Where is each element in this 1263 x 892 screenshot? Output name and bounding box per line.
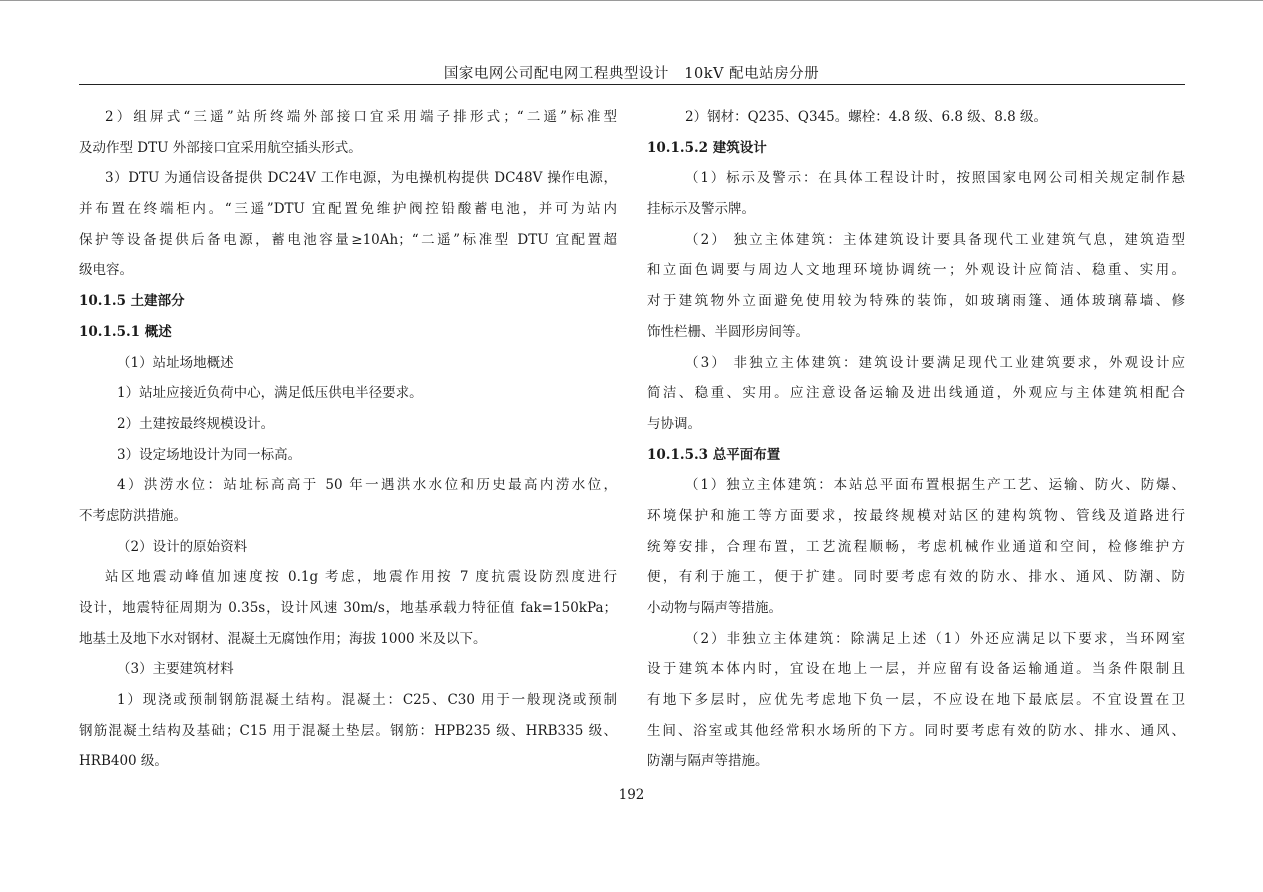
text-line: 并布置在终端柜内。“三遥”DTU 宜配置免维护阀控铅酸蓄电池，并可为站内 <box>79 201 617 218</box>
text-line: 设于建筑本体内时，宜设在地上一层，并应留有设备运输通道。当条件限制且 <box>647 661 1185 678</box>
text-line: 简洁、稳重、实用。应注意设备运输及进出线通道，外观应与主体建筑相配合 <box>647 385 1185 402</box>
header-rule <box>79 84 1185 85</box>
section-heading: 10.1.5.1 概述 <box>79 323 172 340</box>
text-line: （3）主要建筑材料 <box>117 661 234 678</box>
text-line: （2）设计的原始资料 <box>117 538 248 555</box>
text-line: 4）洪涝水位：站址标高高于 50 年一遇洪水水位和历史最高内涝水位， <box>117 477 617 494</box>
text-line: 与协调。 <box>647 415 701 432</box>
text-line: （1）标示及警示：在具体工程设计时，按照国家电网公司相关规定制作悬 <box>685 170 1185 187</box>
text-line: 对于建筑物外立面避免使用较为特殊的装饰，如玻璃雨篷、通体玻璃幕墙、修 <box>647 293 1185 310</box>
page-number: 192 <box>618 787 645 803</box>
section-heading: 10.1.5.3 总平面布置 <box>647 446 781 463</box>
text-line: 挂标示及警示牌。 <box>647 201 755 218</box>
text-line: 2）土建按最终规模设计。 <box>117 415 275 432</box>
text-line: 不考虑防洪措施。 <box>79 507 187 524</box>
text-line: HRB400 级。 <box>79 753 168 770</box>
text-line: 统筹安排，合理布置，工艺流程顺畅，考虑机械作业通道和空间，检修维护方 <box>647 538 1185 555</box>
text-line: （2） 独立主体建筑：主体建筑设计要具备现代工业建筑气息，建筑造型 <box>685 231 1185 248</box>
left-text-column <box>79 102 617 777</box>
text-line: 小动物与隔声等措施。 <box>647 600 782 616</box>
text-line: 级电容。 <box>79 262 133 279</box>
section-heading: 10.1.5.2 建筑设计 <box>647 139 767 156</box>
right-text-column <box>647 102 1185 777</box>
text-line: 3）DTU 为通信设备提供 DC24V 工作电源，为电操机构提供 DC48V 操作电源， <box>105 170 617 187</box>
text-line: 和立面色调要与周边人文地理环境协调统一；外观设计应简洁、稳重、实用。 <box>647 262 1185 279</box>
text-line: 1）现浇或预制钢筋混凝土结构。混凝土：C25、C30 用于一般现浇或预制 <box>117 692 617 709</box>
text-line: 站区地震动峰值加速度按 0.1g 考虑，地震作用按 7 度抗震设防烈度进行 <box>105 569 617 586</box>
text-line: 3）设定场地设计为同一标高。 <box>117 446 302 463</box>
text-line: 地基土及地下水对钢材、混凝土无腐蚀作用；海拔 1000 米及以下。 <box>79 630 487 647</box>
text-line: 生间、浴室或其他经常积水场所的下方。同时要考虑有效的防水、排水、通风、 <box>647 722 1185 739</box>
text-line: （2）非独立主体建筑：除满足上述（1）外还应满足以下要求，当环网室 <box>685 630 1185 647</box>
text-line: 防潮与隔声等措施。 <box>647 753 769 770</box>
text-line: （1）站址场地概述 <box>117 354 234 371</box>
text-line: 便，有利于施工，便于扩建。同时要考虑有效的防水、排水、通风、防潮、防 <box>647 569 1185 586</box>
text-line: 饰性栏栅、半圆形房间等。 <box>647 323 809 340</box>
text-line: 2）钢材：Q235、Q345。螺栓：4.8 级、6.8 级、8.8 级。 <box>685 109 1048 125</box>
text-line: 设计，地震特征周期为 0.35s，设计风速 30m/s，地基承载力特征值 fak=150kPa； <box>79 600 617 616</box>
section-heading: 10.1.5 土建部分 <box>79 293 185 310</box>
text-line: 钢筋混凝土结构及基础；C15 用于混凝土垫层。钢筋：HPB235 级、HRB335 级、 <box>79 722 617 739</box>
text-line: 2）组屏式“三遥”站所终端外部接口宜采用端子排形式；“二遥”标准型 <box>105 109 617 125</box>
text-line: 保护等设备提供后备电源，蓄电池容量≥10Ah；“二遥”标准型 DTU 宜配置超 <box>79 231 617 248</box>
text-line: （3） 非独立主体建筑：建筑设计要满足现代工业建筑要求，外观设计应 <box>685 354 1185 371</box>
text-line: 环境保护和施工等方面要求，按最终规模对站区的建构筑物、管线及道路进行 <box>647 507 1185 524</box>
text-line: （1）独立主体建筑：本站总平面布置根据生产工艺、运输、防火、防爆、 <box>685 477 1185 494</box>
text-line: 1）站址应接近负荷中心，满足低压供电半径要求。 <box>117 385 423 402</box>
text-line: 有地下多层时，应优先考虑地下负一层，不应设在地下最底层。不宜设置在卫 <box>647 692 1185 709</box>
text-line: 及动作型 DTU 外部接口宜采用航空插头形式。 <box>79 139 362 156</box>
top-border-line <box>0 0 1263 1</box>
running-header-title: 国家电网公司配电网工程典型设计 10kV 配电站房分册 <box>443 66 820 82</box>
